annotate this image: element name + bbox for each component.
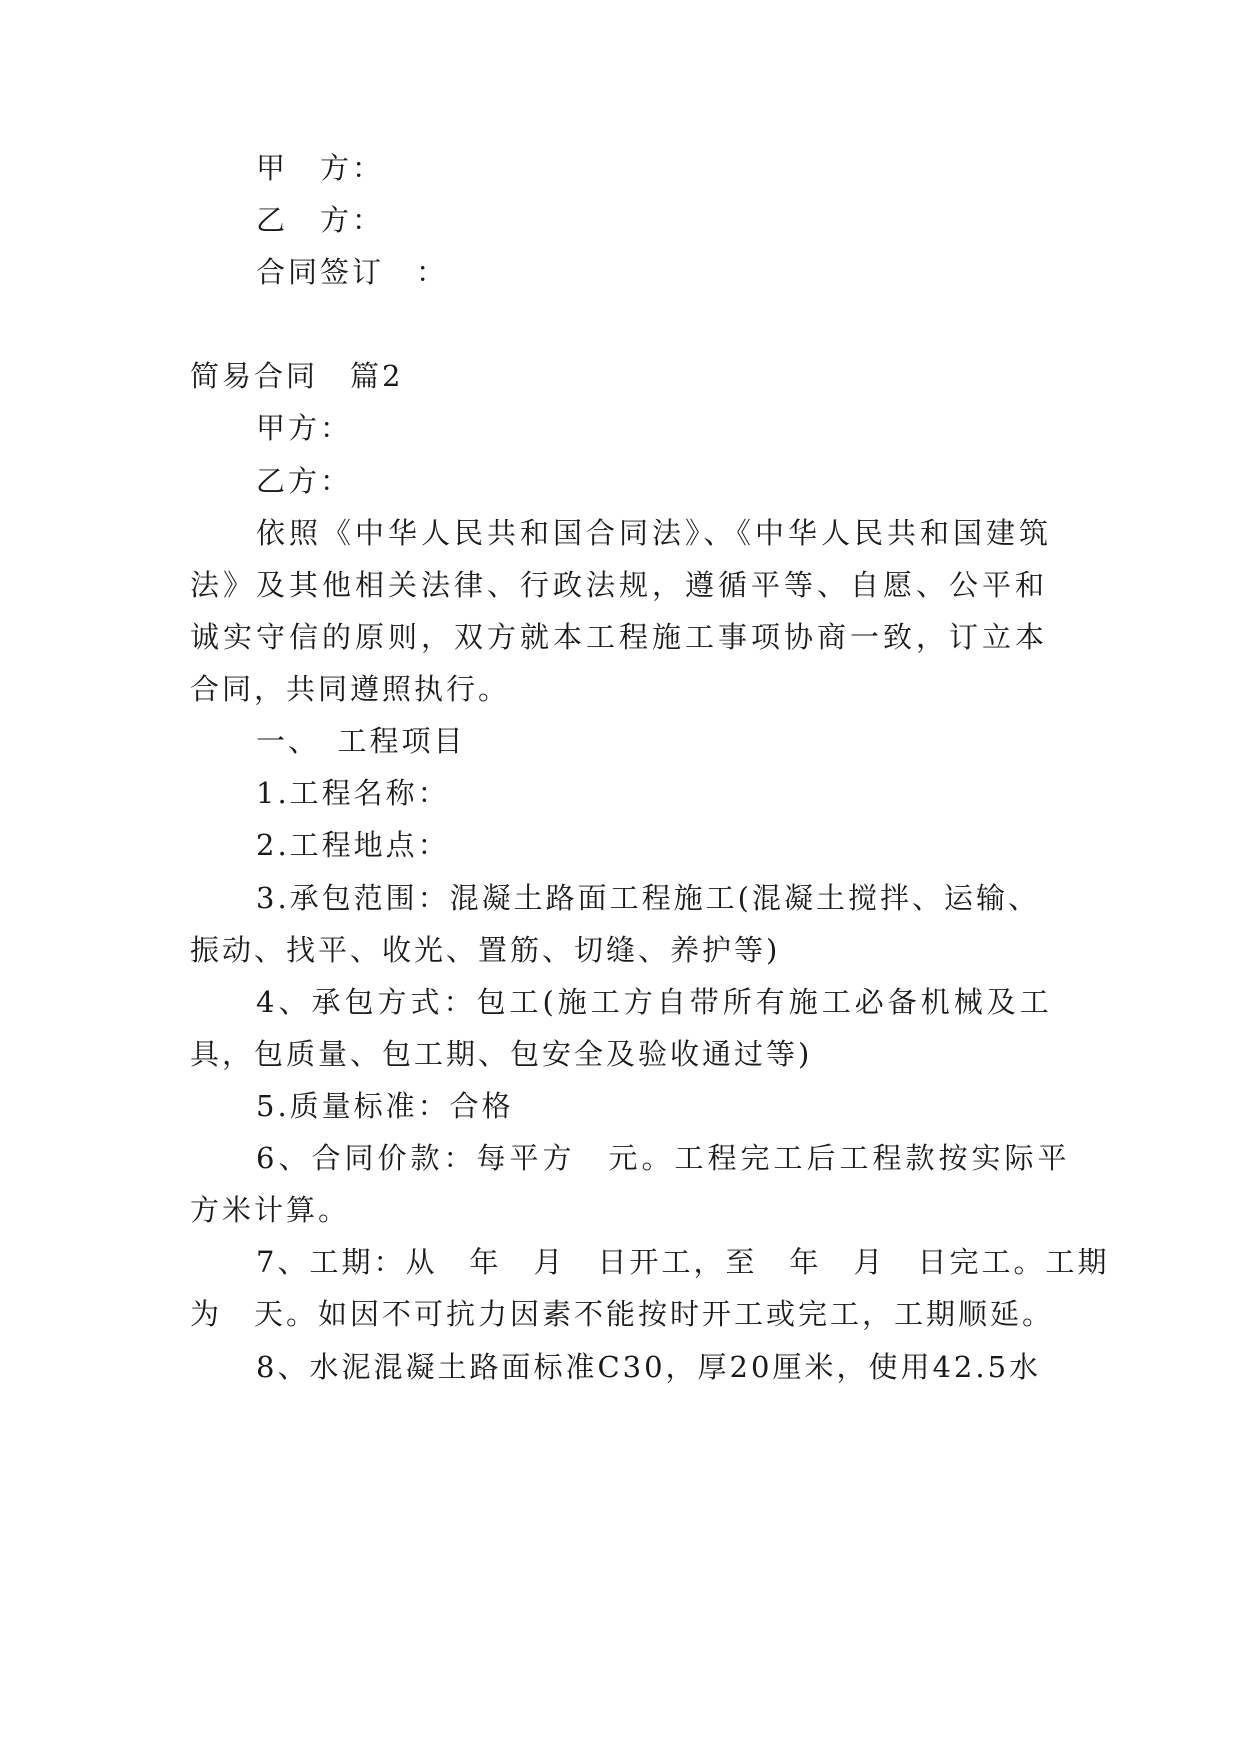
- party-b-line: 乙方：: [256, 464, 353, 498]
- section-title: 简易合同 篇2: [190, 359, 404, 393]
- party-a-signature-line: 甲 方：: [256, 151, 385, 185]
- clause-item: 8、水泥混凝土路面标准C30，厚20厘米，使用42.5水: [256, 1350, 1042, 1384]
- clause-item: 方米计算。: [190, 1193, 351, 1227]
- paragraph-line: 合同，共同遵照执行。: [190, 672, 511, 706]
- clause-item: 1.工程名称：: [256, 776, 450, 810]
- clause-item: 3.承包范围：混凝土路面工程施工(混凝土搅拌、运输、: [256, 881, 1040, 915]
- clause-item: 4、承包方式：包工(施工方自带所有施工必备机械及工: [256, 985, 1053, 1019]
- clause-item: 具，包质量、包工期、包安全及验收通过等): [190, 1037, 813, 1071]
- clause-item: 7、工期：从 年 月 日开工，至 年 月 日完工。工期: [256, 1245, 1110, 1279]
- party-a-line: 甲方：: [256, 411, 353, 445]
- party-b-signature-line: 乙 方：: [256, 203, 385, 237]
- clause-heading: 一、 工程项目: [256, 724, 466, 758]
- clause-item: 2.工程地点：: [256, 828, 450, 862]
- paragraph-line: 依照《中华人民共和国合同法》、《中华人民共和国建筑: [256, 516, 1053, 550]
- clause-item: 5.质量标准：合格: [256, 1089, 514, 1123]
- paragraph-line: 诚实守信的原则，双方就本工程施工事项协商一致，订立本: [190, 620, 1049, 654]
- clause-item: 振动、找平、收光、置筋、切缝、养护等): [190, 933, 781, 967]
- clause-item: 为 天。如因不可抗力因素不能按时开工或完工，工期顺延。: [190, 1297, 1055, 1331]
- contract-signed-line: 合同签订 ：: [256, 255, 449, 289]
- paragraph-line: 法》及其他相关法律、行政法规，遵循平等、自愿、公平和: [190, 568, 1049, 602]
- clause-item: 6、合同价款：每平方 元。工程完工后工程款按实际平: [256, 1141, 1071, 1175]
